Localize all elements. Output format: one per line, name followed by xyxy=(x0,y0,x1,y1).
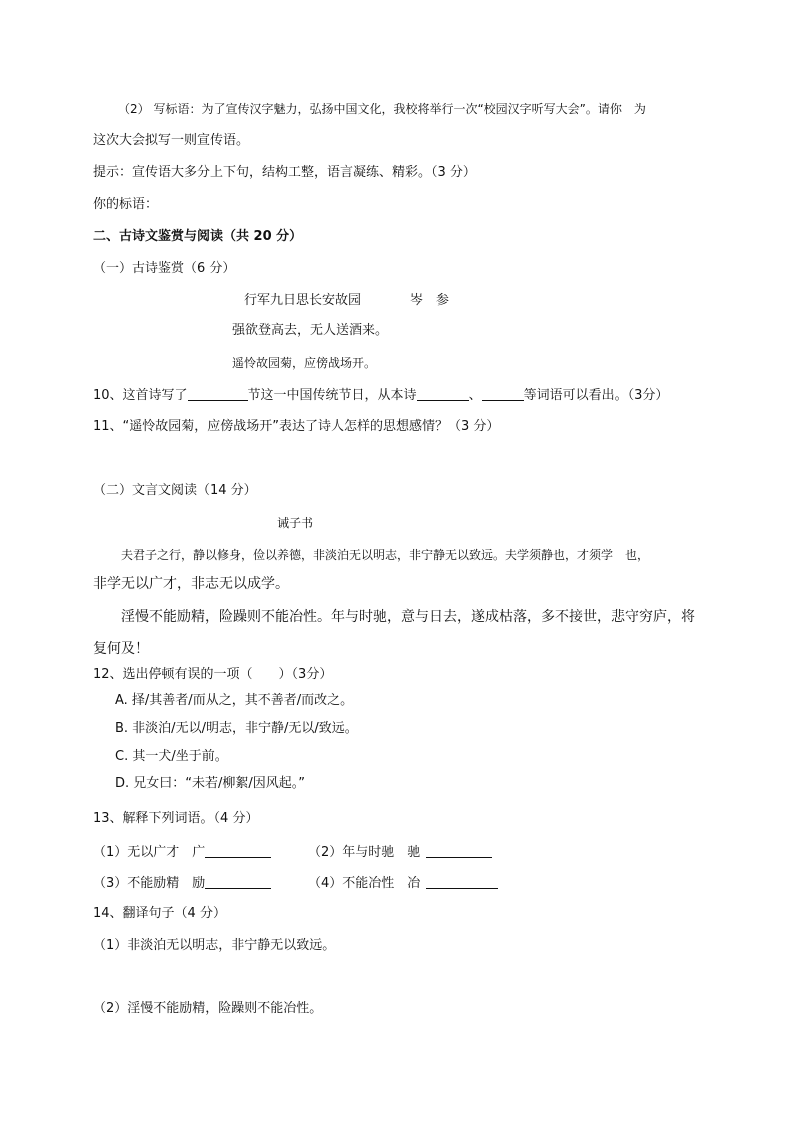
q10-answer-blank-2[interactable] xyxy=(417,386,469,401)
question-11: 11、“遥怜故园菊，应傍战场开”表达了诗人怎样的思想感情？（3 分） xyxy=(93,419,500,434)
question-13: 13、解释下列词语。（4 分） xyxy=(93,811,259,826)
q10-answer-blank-1[interactable] xyxy=(188,386,248,401)
passage-p1-line2: 非学无以广才，非志无以成学。 xyxy=(93,576,289,592)
q9-hint: 提示：宣传语大多分上下句，结构工整，语言凝练、精彩。（3 分） xyxy=(93,165,476,180)
q14-sentence-1: （1）非淡泊无以明志，非宁静无以致远。 xyxy=(93,938,336,953)
passage-p1-line1: 夫君子之行，静以修身，俭以养德，非淡泊无以明志，非宁静无以致远。夫学须静也，才须学 也， xyxy=(121,548,650,562)
q10-answer-blank-3[interactable] xyxy=(482,386,524,401)
part1-title: （一）古诗鉴赏（6 分） xyxy=(93,261,236,276)
q12-option-a: A. 择/其善者/而从之，其不善者/而改之。 xyxy=(115,693,354,708)
poem-author: 岑 参 xyxy=(410,293,450,308)
q13-answer-blank-3[interactable] xyxy=(205,874,271,889)
passage-title: 诫子书 xyxy=(277,516,314,530)
q10-text-a: 10、这首诗写了 xyxy=(93,388,188,403)
q13-answer-blank-1[interactable] xyxy=(205,843,271,858)
q12-option-c: C. 其一犬/坐于前。 xyxy=(115,749,228,764)
q10-text-d: 等词语可以看出。（3分） xyxy=(523,388,669,403)
q13-item-3-text: （3）不能励精 励 xyxy=(93,876,206,891)
q9-part2-line1: （2） 写标语：为了宣传汉字魅力，弘扬中国文化，我校将举行一次“校园汉字听写大会”。请你 为 xyxy=(118,102,646,116)
poem-title: 行军九日思长安故园 xyxy=(244,293,362,308)
poem-line-2: 遥怜故园菊，应傍战场开。 xyxy=(232,356,377,370)
q13-item-3 xyxy=(93,874,271,893)
q13-item-2 xyxy=(308,843,492,862)
q12-option-d: D. 兄女曰：“未若/柳絮/因风起。” xyxy=(115,776,306,791)
q13-item-2-text: （2）年与时驰 驰 xyxy=(308,845,421,860)
q13-item-4 xyxy=(308,874,498,893)
question-12: 12、选出停顿有误的一项（ ）（3分） xyxy=(93,667,333,682)
question-10 xyxy=(93,386,668,405)
section-title: 二、古诗文鉴赏与阅读（共 20 分） xyxy=(93,229,303,244)
poem-line-1: 强欲登高去，无人送酒来。 xyxy=(232,323,389,338)
q14-sentence-2: （2）淫慢不能励精，险躁则不能冶性。 xyxy=(93,1001,323,1016)
q13-answer-blank-4[interactable] xyxy=(426,874,498,889)
passage-p2-line2: 复何及！ xyxy=(93,641,149,657)
question-14: 14、翻译句子（4 分） xyxy=(93,906,226,921)
q9-part2-line2: 这次大会拟写一则宣传语。 xyxy=(93,133,250,148)
q13-item-4-text: （4）不能冶性 冶 xyxy=(308,876,421,891)
q9-answer-label: 你的标语： xyxy=(93,197,159,212)
q10-text-b: 节这一中国传统节日，从本诗 xyxy=(247,388,417,403)
passage-p2-line1: 淫慢不能励精，险躁则不能冶性。年与时驰，意与日去，遂成枯落，多不接世，悲守穷庐，将 xyxy=(121,609,695,625)
q10-text-c: 、 xyxy=(468,388,482,403)
q13-item-1-text: （1）无以广才 广 xyxy=(93,845,206,860)
part2-title: （二）文言文阅读（14 分） xyxy=(93,483,257,498)
q13-item-1 xyxy=(93,843,271,862)
q12-option-b: B. 非淡泊/无以/明志，非宁静/无以/致远。 xyxy=(115,721,358,736)
q13-answer-blank-2[interactable] xyxy=(426,843,492,858)
